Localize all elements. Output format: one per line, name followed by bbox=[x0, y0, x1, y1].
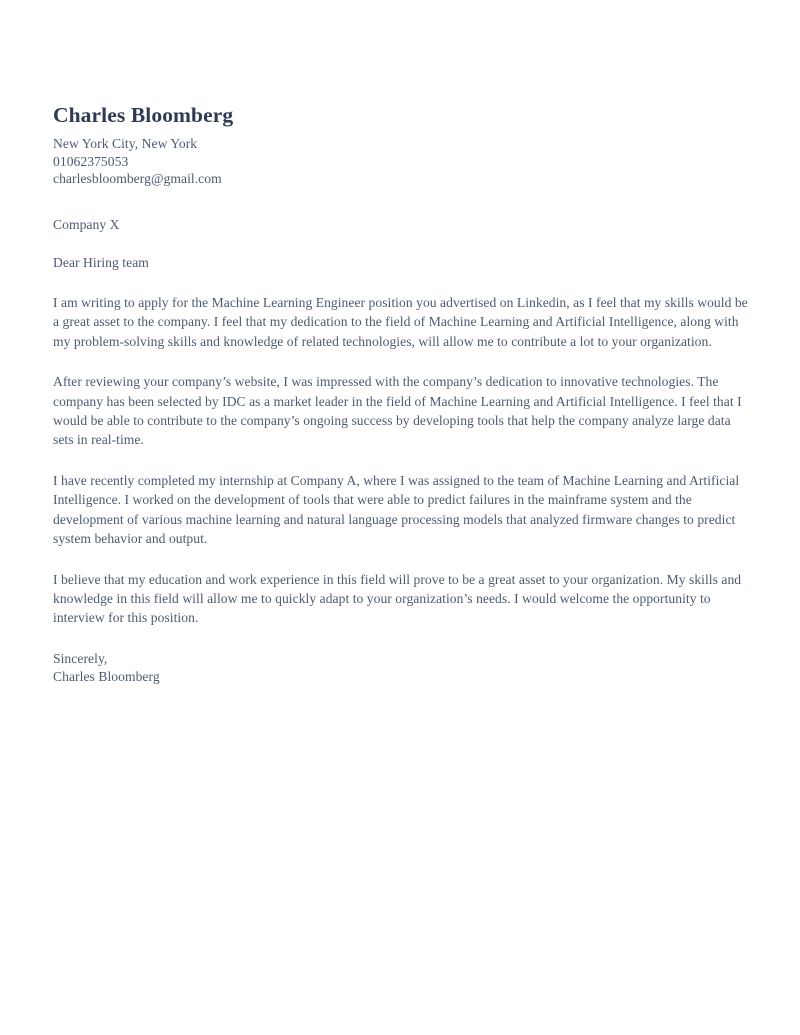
closing-signature: Charles Bloomberg bbox=[53, 668, 160, 684]
sender-phone: 01062375053 bbox=[53, 153, 129, 169]
body-paragraph: I believe that my education and work experience in this field will prove to be a great asset to your organization. My skills and knowledge in this field will allow me to quickly adapt to your organization’s needs. I would welcome the opportunity to interview for this position. bbox=[53, 571, 742, 626]
letter-header bbox=[53, 103, 748, 188]
salutation: Dear Hiring team bbox=[53, 255, 149, 271]
recipient-company: Company X bbox=[53, 216, 120, 232]
sender-email: charlesbloomberg@gmail.com bbox=[53, 171, 222, 187]
body-paragraph: I am writing to apply for the Machine Learning Engineer position you advertised on Linkedin, as I feel that my skills would be a great asset to the company. I feel that my dedication to the field of Machine Learning and Artificial Intelligence, along with my problem-solving skills and knowledge of related technologies, will allow me to contribute a lot to your organization. bbox=[53, 295, 748, 349]
cover-letter-body bbox=[53, 103, 748, 685]
letter-closing bbox=[53, 650, 748, 686]
closing-valediction: Sincerely, bbox=[53, 650, 108, 666]
sender-name: Charles Bloomberg bbox=[53, 103, 234, 127]
body-paragraph: After reviewing your company’s website, I was impressed with the company’s dedication to innovative technologies. The company has been selected by IDC as a market leader in the field of Machine Learning and Artificial Intelligence. I feel that I would be able to contribute to the company’s ongoing success by developing tools that help the company analyze large data sets in real-time. bbox=[53, 374, 742, 448]
body-paragraph: I have recently completed my internship at Company A, where I was assigned to the team of Machine Learning and Artificial Intelligence. I worked on the development of tools that were able to predict failures in the mainframe system and the development of various machine learning and natural language processing models that analyzed firmware changes to predict system behavior and output. bbox=[53, 472, 740, 547]
sender-location: New York City, New York bbox=[53, 136, 198, 152]
